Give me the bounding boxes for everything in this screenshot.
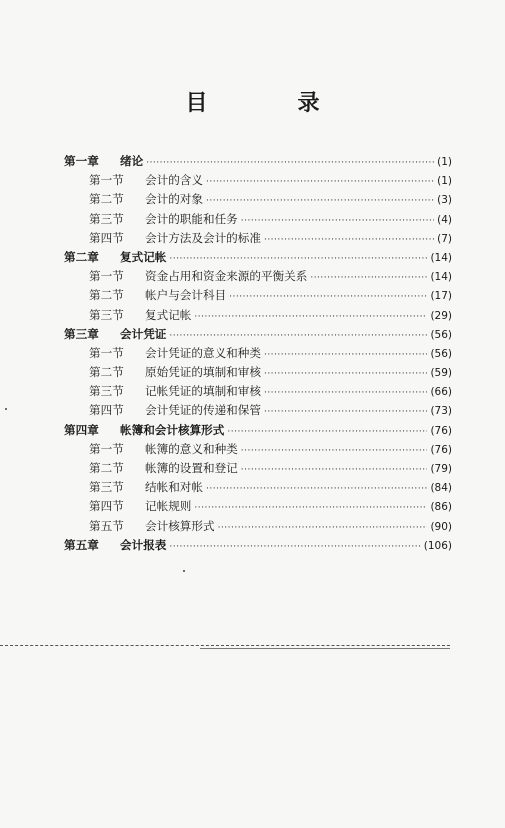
chapter-title: 绪论 — [120, 154, 144, 168]
table-of-contents — [64, 152, 452, 555]
page-number: (76) — [430, 424, 452, 437]
toc-chapter-row — [64, 248, 452, 267]
leader-dots — [241, 212, 434, 231]
page-number: (84) — [430, 482, 452, 495]
leader-dots — [264, 231, 434, 250]
leader-dots — [169, 538, 420, 557]
chapter-number: 第一章 — [64, 154, 99, 168]
page-number: (106) — [423, 539, 452, 552]
section-number: 第二节 — [89, 288, 124, 303]
toc-chapter-row — [64, 325, 452, 344]
leader-dots — [194, 308, 427, 327]
toc-section-row — [64, 210, 452, 229]
section-title: 帐簿的意义和种类 — [145, 441, 238, 456]
toc-section-row — [64, 497, 452, 516]
section-number: 第二节 — [89, 192, 124, 207]
toc-section-row — [64, 171, 452, 190]
section-title: 资金占用和资金来源的平衡关系 — [145, 269, 308, 284]
toc-chapter-row — [64, 152, 452, 171]
section-number: 第一节 — [89, 173, 124, 188]
toc-section-row — [64, 267, 452, 286]
scan-speck — [5, 408, 7, 410]
toc-section-row — [64, 478, 452, 497]
toc-section-row — [64, 190, 452, 209]
section-title: 会计的对象 — [145, 192, 203, 207]
chapter-number: 第四章 — [64, 422, 99, 437]
section-number: 第五节 — [89, 518, 124, 533]
leader-dots — [206, 480, 427, 499]
scan-speck — [183, 570, 185, 572]
page-number: (1) — [437, 175, 452, 188]
page-number: (29) — [430, 309, 452, 322]
page-number: (17) — [430, 290, 452, 303]
toc-section-row — [64, 440, 452, 459]
toc-section-row — [64, 229, 452, 248]
leader-dots — [218, 519, 428, 538]
section-number: 第一节 — [89, 345, 124, 360]
page-number: (14) — [430, 271, 452, 284]
chapter-number: 第三章 — [64, 326, 99, 341]
section-title: 原始凭证的填制和审核 — [145, 365, 261, 380]
toc-section-row — [64, 306, 452, 325]
page-number: (66) — [430, 386, 452, 399]
chapter-number: 第二章 — [64, 249, 99, 264]
page-number: (76) — [430, 443, 452, 456]
section-title: 会计核算形式 — [145, 518, 215, 533]
section-title: 结帐和对帐 — [145, 480, 203, 495]
section-title: 会计凭证的意义和种类 — [145, 345, 261, 360]
leader-dots — [264, 384, 427, 403]
leader-dots — [229, 288, 427, 307]
page-bottom-rule — [0, 645, 450, 646]
toc-chapter-row — [64, 421, 452, 440]
chapter-title: 会计报表 — [120, 537, 167, 552]
toc-chapter-row — [64, 536, 452, 555]
section-number: 第一节 — [89, 441, 124, 456]
section-title: 帐簿的设置和登记 — [145, 461, 238, 475]
section-title: 会计凭证的传递和保管 — [145, 403, 261, 418]
leader-dots — [264, 346, 427, 365]
section-number: 第二节 — [89, 365, 124, 380]
page-number: (73) — [430, 405, 452, 418]
toc-section-row — [64, 517, 452, 536]
section-title: 记帐规则 — [145, 499, 192, 514]
leader-dots — [206, 192, 434, 211]
page-number: (90) — [430, 520, 452, 533]
leader-dots — [227, 423, 427, 442]
page-number: (86) — [430, 501, 452, 514]
chapter-title: 复式记帐 — [120, 249, 167, 264]
page-number: (1) — [437, 156, 452, 168]
section-title: 会计的含义 — [145, 173, 203, 188]
leader-dots — [264, 403, 427, 422]
chapter-title: 会计凭证 — [120, 326, 167, 341]
toc-section-row — [64, 382, 452, 401]
section-number: 第四节 — [89, 499, 124, 514]
leader-dots — [241, 461, 428, 480]
page-title: 目 录 — [185, 90, 354, 116]
section-title: 记帐凭证的填制和审核 — [145, 384, 261, 399]
page-number: (4) — [437, 213, 452, 226]
toc-section-row — [64, 401, 452, 420]
section-number: 第四节 — [89, 230, 124, 245]
section-number: 第三节 — [89, 211, 124, 226]
page-number: (7) — [437, 232, 452, 245]
page-number: (3) — [437, 194, 452, 207]
section-number: 第四节 — [89, 403, 124, 418]
section-title: 复式记帐 — [145, 307, 192, 322]
leader-dots — [206, 173, 434, 192]
section-title: 帐户与会计科目 — [145, 288, 227, 303]
section-title: 会计方法及会计的标准 — [145, 230, 261, 245]
section-number: 第三节 — [89, 480, 124, 495]
leader-dots — [241, 442, 428, 461]
toc-section-row — [64, 286, 452, 305]
section-number: 第二节 — [89, 461, 124, 475]
page-number: (79) — [430, 463, 452, 475]
section-title: 会计的职能和任务 — [145, 211, 238, 226]
chapter-title: 帐簿和会计核算形式 — [120, 422, 225, 437]
page-number: (59) — [430, 367, 452, 380]
page-bottom-rule-secondary — [200, 648, 450, 649]
toc-section-row — [64, 344, 452, 363]
page-number: (56) — [430, 347, 452, 360]
leader-dots — [264, 365, 427, 384]
section-number: 第三节 — [89, 384, 124, 399]
leader-dots — [310, 269, 427, 288]
section-number: 第三节 — [89, 307, 124, 322]
leader-dots — [194, 499, 427, 518]
toc-section-row — [64, 363, 452, 382]
chapter-number: 第五章 — [64, 537, 99, 552]
page-number: (14) — [430, 251, 452, 264]
page-number: (56) — [430, 328, 452, 341]
toc-section-row — [64, 459, 452, 478]
section-number: 第一节 — [89, 269, 124, 284]
